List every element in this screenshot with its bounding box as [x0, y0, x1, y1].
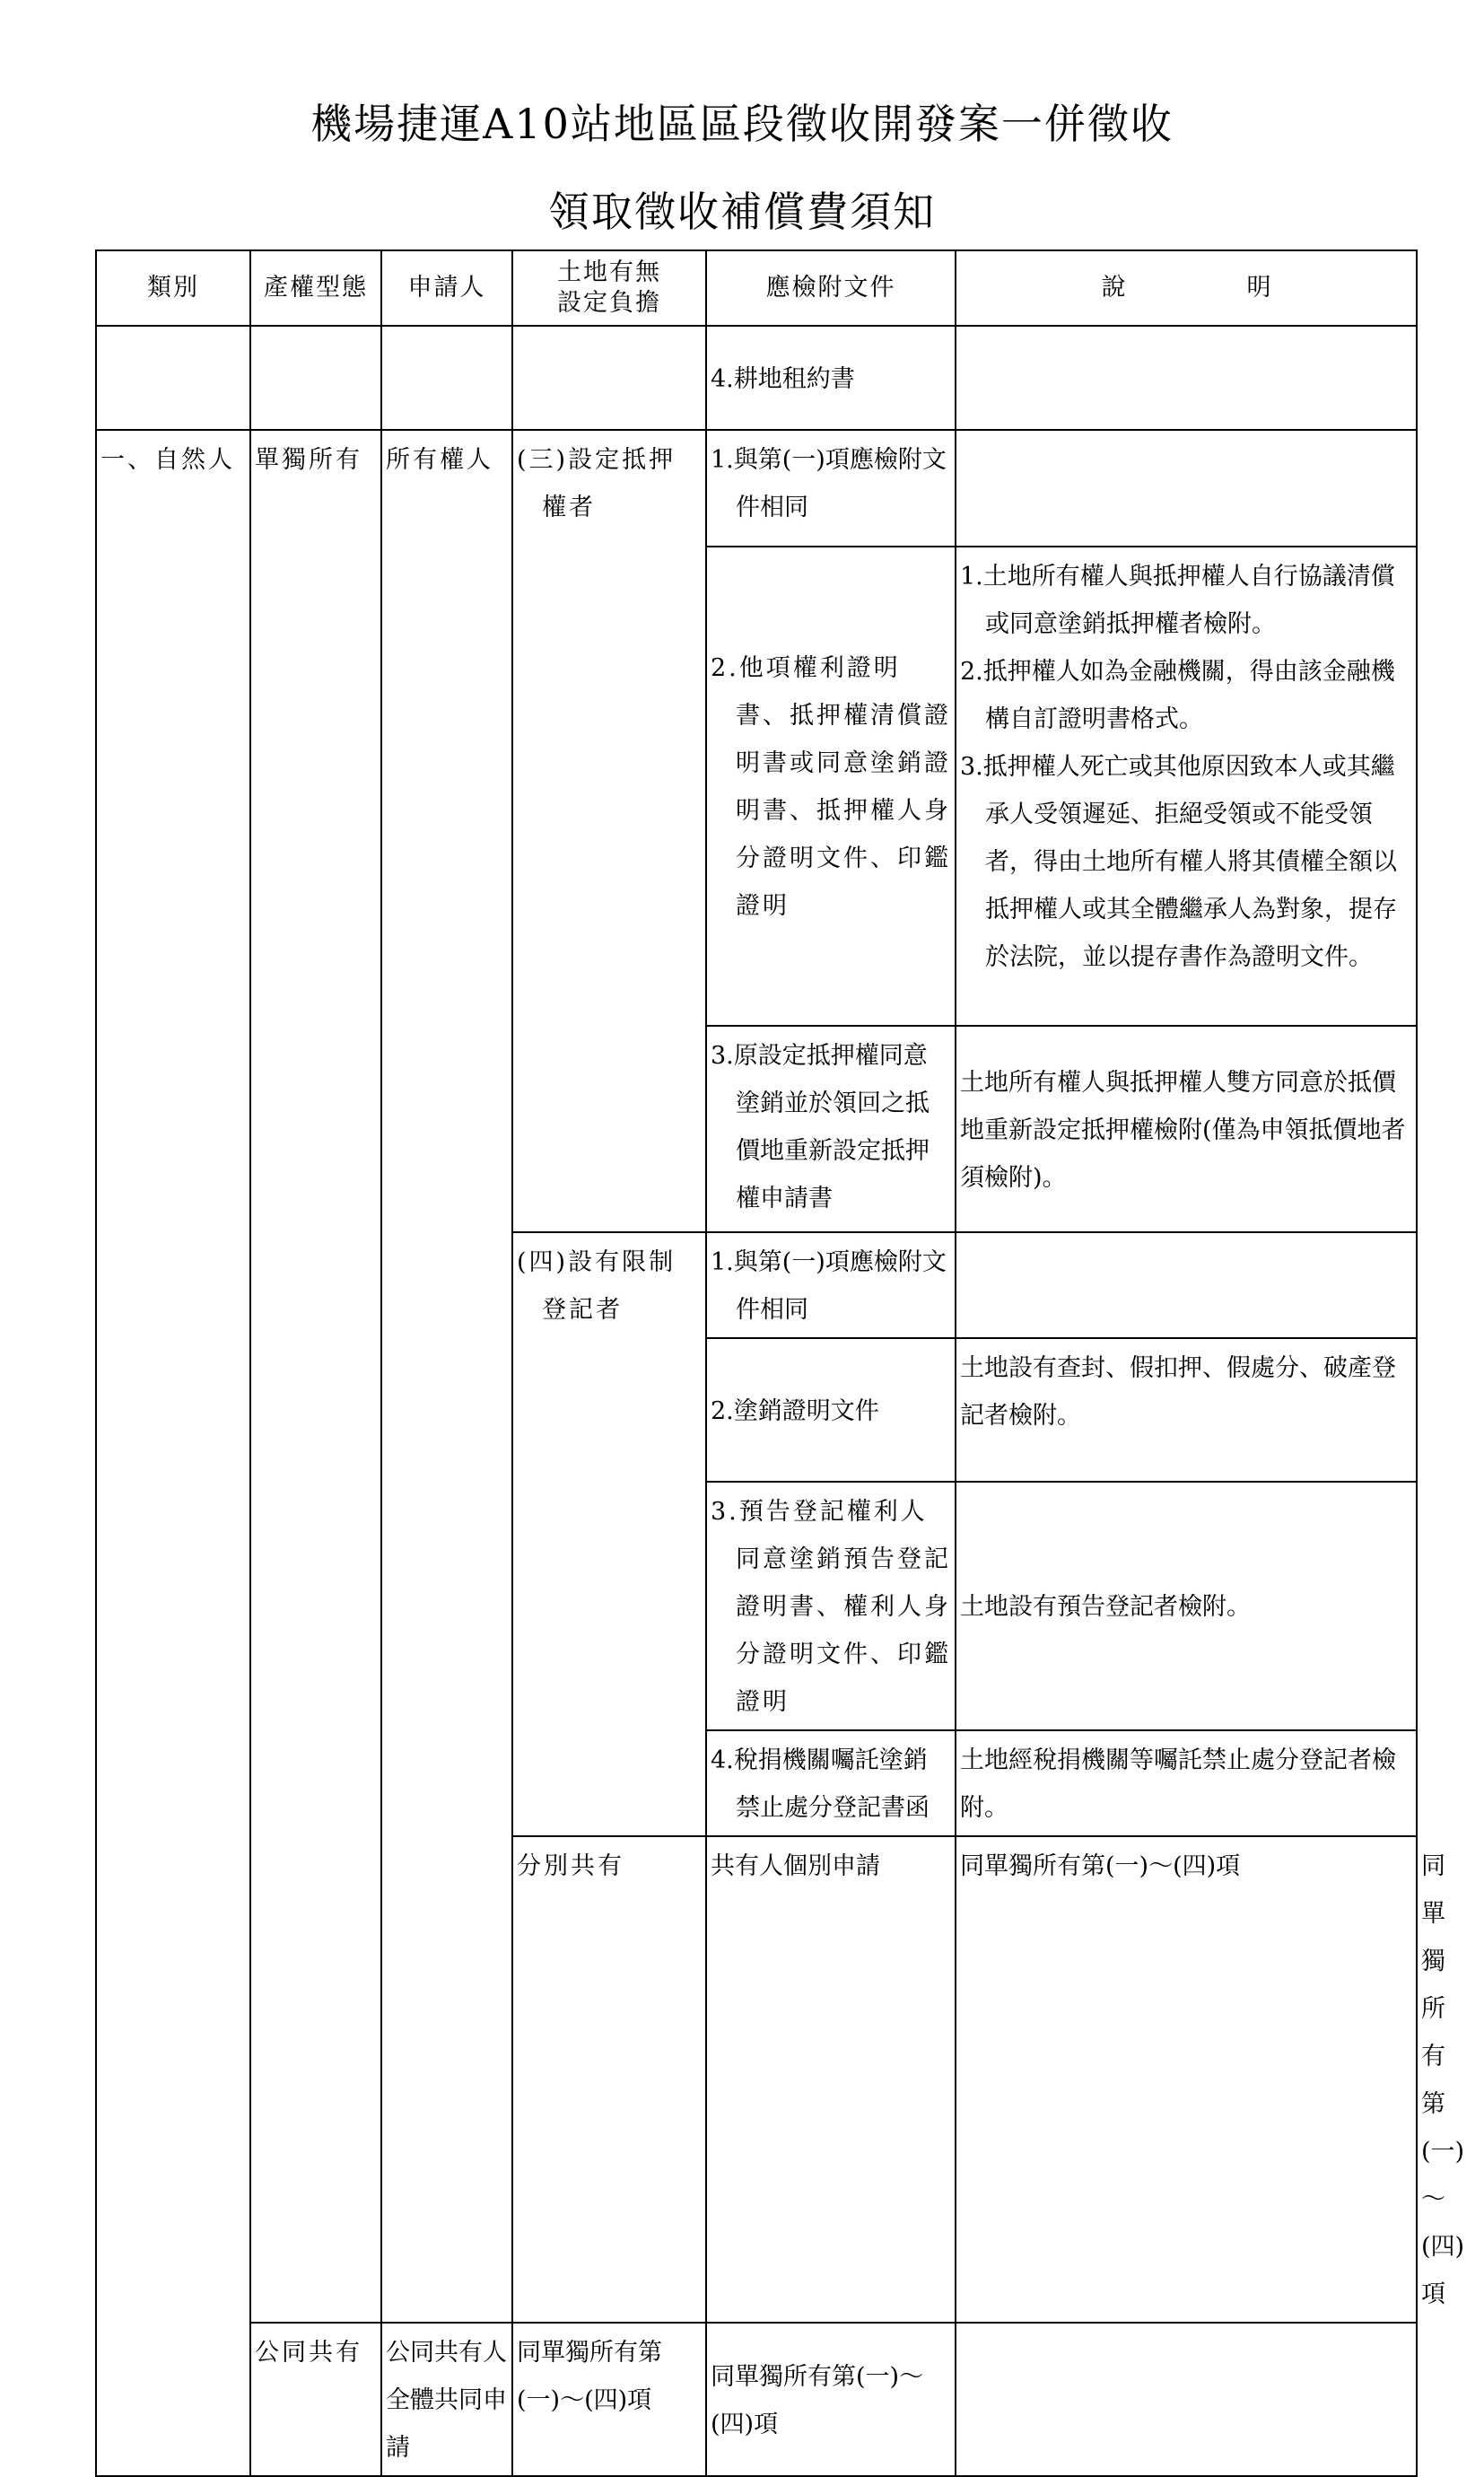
- doc-text: 3.原設定抵押權同意塗銷並於領回之抵價地重新設定抵押權申請書: [711, 1042, 930, 1212]
- doc-text: 4.稅捐機關囑託塗銷禁止處分登記書函: [711, 1746, 930, 1822]
- table-row: [96, 2323, 1417, 2476]
- note-text: 土地所有權人與抵押權人雙方同意於抵價地重新設定抵押權檢附(僅為申領抵價地者須檢附)。: [960, 1068, 1406, 1192]
- note-text: 2.抵押權人如為金融機關，得由該金融機構自訂證明書格式。: [960, 658, 1395, 733]
- header-property-type: 產權型態: [250, 250, 381, 326]
- header-encumbrance-line1: 土地有無: [557, 258, 661, 286]
- table-row: [96, 430, 1417, 547]
- header-encumbrance-line2: 設定負擔: [557, 289, 661, 317]
- doc-cell: [706, 1482, 956, 1730]
- note-cell: [956, 547, 1417, 1026]
- category-cell: 一、自然人: [96, 430, 250, 2476]
- doc-cell: [706, 326, 956, 430]
- table-row: [96, 326, 1417, 430]
- applicant-cell: 所有權人: [381, 430, 512, 2323]
- property-type-cell: 單獨所有: [250, 430, 381, 2323]
- note-cell: [956, 1338, 1417, 1482]
- doc-text: 2.塗銷證明文件: [711, 1396, 879, 1425]
- doc-cell: [706, 1026, 956, 1232]
- encumbrance-text: (三)設定抵押權者: [517, 446, 677, 521]
- note-text: 1.土地所有權人與抵押權人自行協議清償或同意塗銷抵押權者檢附。: [960, 563, 1395, 638]
- note-text: 土地設有預告登記者檢附。: [960, 1593, 1251, 1621]
- doc-cell: [706, 430, 956, 547]
- requirements-table: [95, 249, 1465, 2477]
- header-notes: 說 明: [956, 250, 1417, 326]
- doc-text: 1.與第(一)項應檢附文件相同: [711, 1248, 947, 1324]
- applicant-cell: 共有人個別申請: [706, 1836, 956, 2323]
- header-documents: 應檢附文件: [706, 250, 956, 326]
- header-applicant: 申請人: [381, 250, 512, 326]
- note-text: 土地設有查封、假扣押、假處分、破產登記者檢附。: [960, 1354, 1396, 1430]
- note-cell: [956, 1482, 1417, 1730]
- doc-text: 4.耕地租約書: [711, 364, 855, 393]
- doc-text: 1.與第(一)項應檢附文件相同: [711, 446, 947, 521]
- applicant-cell: 公同共有人全體共同申請: [381, 2323, 512, 2476]
- encumbrance-text: (四)設有限制登記者: [517, 1248, 677, 1324]
- property-type-cell: 公同共有: [250, 2323, 381, 2476]
- document-subtitle: 領取徵收補償費須知: [548, 188, 936, 236]
- encumbrance-cell: [512, 430, 706, 1232]
- doc-cell: [706, 1338, 956, 1482]
- note-cell: [956, 1730, 1417, 1836]
- note-text: 土地經稅捐機關等囑託禁止處分登記者檢附。: [960, 1746, 1396, 1822]
- doc-text: 2.他項權利證明書、抵押權清償證明書或同意塗銷證明書、抵押權人身分證明文件、印鑑證明: [711, 654, 951, 920]
- doc-text: 3.預告登記權利人同意塗銷預告登記證明書、權利人身分證明文件、印鑑證明: [711, 1498, 951, 1716]
- doc-cell: 同單獨所有第(一)～(四)項: [706, 2323, 956, 2476]
- encumbrance-cell: 同單獨所有第(一)～(四)項: [956, 1836, 1417, 2323]
- encumbrance-cell: 同單獨所有第(一)～(四)項: [512, 2323, 706, 2476]
- note-cell: [956, 1026, 1417, 1232]
- table-row: 分別共有 共有人個別申請 同單獨所有第(一)～(四)項 同單獨所有第(一)～(四)項: [96, 1836, 1417, 2323]
- doc-cell: [706, 547, 956, 1026]
- document-title: 機場捷運A10站地區區段徵收開發案一併徵收: [310, 100, 1174, 148]
- doc-cell: [706, 1232, 956, 1338]
- header-category: 類別: [96, 250, 250, 326]
- doc-cell: [706, 1730, 956, 1836]
- note-text: 3.抵押權人死亡或其他原因致本人或其繼承人受領遲延、拒絕受領或不能受領者，得由土地所有權人將其債權全額以抵押權人或其全體繼承人為對象，提存於法院，並以提存書作為證明文件。: [960, 753, 1397, 971]
- property-type-cell: 分別共有: [512, 1836, 706, 2323]
- header-row: [96, 250, 1417, 326]
- encumbrance-cell: [512, 1232, 706, 1836]
- header-encumbrance: [512, 250, 706, 326]
